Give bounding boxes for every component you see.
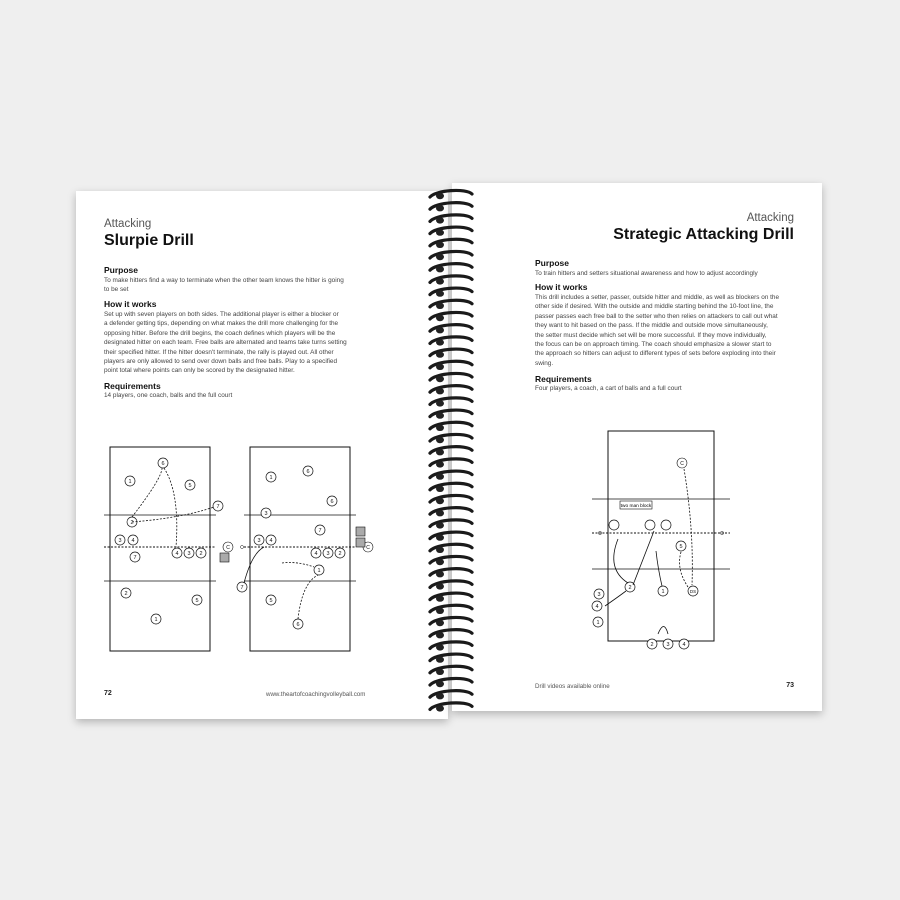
player-marker [130, 552, 140, 562]
player-marker [315, 525, 325, 535]
binding-hole [436, 254, 444, 260]
page-number: 72 [104, 690, 112, 697]
player-marker [303, 466, 313, 476]
path-arrow [633, 531, 654, 585]
player-marker [594, 589, 604, 599]
diagram-1-players [115, 458, 223, 624]
svg-text:6: 6 [161, 461, 165, 467]
binding-hole [436, 547, 444, 553]
binding-hole [436, 364, 444, 370]
svg-text:4: 4 [314, 551, 318, 557]
binding-hole [436, 608, 444, 614]
svg-text:2: 2 [338, 551, 342, 557]
path-arrow [656, 551, 662, 586]
player-marker [335, 548, 345, 558]
player-marker [237, 582, 247, 592]
right-page [452, 183, 822, 711]
svg-text:2: 2 [199, 551, 203, 557]
binding-hole [436, 412, 444, 418]
binding-coils [430, 190, 472, 711]
player-marker [663, 639, 673, 649]
blocker-marker [645, 520, 655, 530]
binding-hole [436, 376, 444, 382]
svg-text:6: 6 [306, 469, 310, 475]
binding-hole [436, 290, 444, 296]
svg-text:3: 3 [118, 538, 122, 544]
how-text: Set up with seven players on both sides. The additional player is either a blocker or a defender getting tips, depending on what makes the drill more challenging for the opposing hitter. Before the drill begins, the coach defines which players will be the designated hitter on each team. Free balls are alternated and teams take turns setting their specified hitter. If the hitter doesn't terminate, the rally is played out. All other players are only allowed to send over down balls and free balls. Play to a specified point total where points can only be scored by the designated hitter. [104, 311, 347, 375]
svg-text:4: 4 [175, 551, 179, 557]
svg-text:3: 3 [326, 551, 330, 557]
svg-text:two man block: two man block [620, 504, 652, 509]
spiral-binding [428, 184, 476, 714]
purpose-text: To make hitters find a way to terminate when the other team knows the hitter is going to be set [104, 277, 344, 294]
block-label-box [620, 501, 652, 509]
ball-cart-icon [356, 527, 365, 536]
player-marker [192, 595, 202, 605]
binding-hole [436, 449, 444, 455]
player-marker [213, 501, 223, 511]
player-marker [254, 535, 264, 545]
svg-text:1: 1 [317, 568, 321, 574]
svg-text:2: 2 [124, 591, 128, 597]
svg-text:5: 5 [188, 483, 192, 489]
path-arrow [298, 575, 318, 619]
binding-hole [436, 388, 444, 394]
svg-text:3: 3 [187, 551, 191, 557]
svg-text:7: 7 [133, 555, 137, 561]
player-marker [658, 586, 668, 596]
purpose-heading: Purpose [535, 258, 570, 268]
player-marker [593, 617, 603, 627]
coach-marker [677, 458, 687, 468]
path-arrow [614, 539, 628, 583]
path-arrow [680, 552, 688, 587]
path-arrow [164, 468, 177, 547]
purpose-text: To train hitters and setters situational awareness and how to adjust accordingly [535, 270, 758, 277]
svg-text:4: 4 [595, 604, 599, 610]
svg-text:C: C [680, 461, 684, 467]
svg-text:3: 3 [666, 642, 670, 648]
player-marker [185, 480, 195, 490]
binding-hole [436, 644, 444, 650]
left-page [76, 191, 448, 719]
binding-hole [436, 620, 444, 626]
svg-text:2: 2 [650, 642, 654, 648]
coach-marker [223, 542, 233, 552]
how-heading: How it works [104, 299, 157, 309]
binding-hole [436, 498, 444, 504]
svg-text:7: 7 [240, 585, 244, 591]
binding-hole [436, 461, 444, 467]
player-marker [266, 535, 276, 545]
player-marker [311, 548, 321, 558]
binding-hole [436, 242, 444, 248]
svg-text:6: 6 [296, 622, 300, 628]
binding-hole [436, 583, 444, 589]
page-title: Slurpie Drill [104, 232, 194, 249]
svg-text:1: 1 [596, 620, 600, 626]
binding-hole [436, 595, 444, 601]
binding-hole [436, 303, 444, 309]
binding-hole [436, 229, 444, 235]
svg-text:4: 4 [131, 538, 135, 544]
page-number: 73 [786, 682, 794, 689]
binding-hole [436, 681, 444, 687]
svg-text:7: 7 [318, 528, 322, 534]
how-text: This drill includes a setter, passer, outside hitter and middle, as well as blockers on the other side if desired. With the outside and middle starting behind the 10-foot line, the passer passes each free ball to the setter who then relies on attackers to call out what they want to hit based on the pass. If the middle and outside move simultaneously, the setter must decide which set will be more successful. If they move individually, the focus can be on approach timing. The coach should emphasize a slower start to the approach so hitters can adjust to different types of sets before exploding into their swing. [535, 294, 780, 367]
player-marker [676, 541, 686, 551]
player-marker [121, 588, 131, 598]
binding-hole [436, 339, 444, 345]
binding-hole [436, 266, 444, 272]
binding-hole [436, 400, 444, 406]
svg-text:2: 2 [130, 520, 134, 526]
svg-text:C: C [366, 545, 370, 551]
binding-hole [436, 486, 444, 492]
binding-hole [436, 705, 444, 711]
binding-hole [436, 315, 444, 321]
requirements-heading: Requirements [535, 374, 592, 384]
binding-hole [436, 351, 444, 357]
player-marker [151, 614, 161, 624]
binding-hole [436, 278, 444, 284]
svg-text:1: 1 [154, 617, 158, 623]
binding-hole [436, 217, 444, 223]
ball-cart-icon [356, 538, 365, 547]
player-marker [172, 548, 182, 558]
binding-hole [436, 669, 444, 675]
binding-hole [436, 656, 444, 662]
player-marker [647, 639, 657, 649]
court-diagram-1 [102, 443, 242, 653]
blocker-marker [609, 520, 619, 530]
binding-hole [436, 193, 444, 199]
page-title: Strategic Attacking Drill [613, 226, 794, 243]
svg-text:5: 5 [195, 598, 199, 604]
footer-note: Drill videos available online [535, 683, 610, 690]
path-arrow [132, 507, 214, 522]
player-marker [592, 601, 602, 611]
binding-hole [436, 425, 444, 431]
svg-text:3: 3 [597, 592, 601, 598]
binding-hole [436, 632, 444, 638]
binding-hole [436, 522, 444, 528]
player-marker [125, 476, 135, 486]
how-heading: How it works [535, 282, 588, 292]
path-arrow [658, 627, 668, 635]
path-arrow [684, 469, 692, 585]
svg-text:1: 1 [128, 479, 132, 485]
player-marker [327, 496, 337, 506]
player-marker [184, 548, 194, 558]
svg-text:4: 4 [269, 538, 273, 544]
svg-text:7: 7 [216, 504, 220, 510]
svg-text:1: 1 [269, 475, 273, 481]
player-marker [266, 472, 276, 482]
requirements-heading: Requirements [104, 381, 161, 391]
purpose-heading: Purpose [104, 265, 139, 275]
player-marker [293, 619, 303, 629]
section-label: Attacking [104, 218, 152, 230]
blocker-marker [661, 520, 671, 530]
binding-hole [436, 559, 444, 565]
binding-hole [436, 205, 444, 211]
requirements-text: Four players, a coach, a cart of balls and a full court [535, 385, 682, 392]
ds-marker [688, 586, 698, 596]
svg-text:3: 3 [264, 511, 268, 517]
svg-text:5: 5 [679, 544, 683, 550]
path-arrow [244, 547, 264, 583]
svg-text:6: 6 [330, 499, 334, 505]
binding-hole [436, 327, 444, 333]
ball-cart-icon [220, 553, 229, 562]
svg-text:DS: DS [689, 589, 697, 594]
svg-text:5: 5 [269, 598, 273, 604]
court-diagram-3 [588, 429, 728, 659]
path-arrow [132, 468, 162, 517]
player-marker [323, 548, 333, 558]
binding-hole [436, 473, 444, 479]
player-marker [158, 458, 168, 468]
svg-text:2: 2 [628, 585, 632, 591]
footer-url: www.theartofcoachingvolleyball.com [266, 691, 366, 698]
court-diagram-2 [242, 443, 382, 653]
player-marker [679, 639, 689, 649]
player-marker [115, 535, 125, 545]
player-marker [266, 595, 276, 605]
player-marker [128, 535, 138, 545]
requirements-text: 14 players, one coach, balls and the full court [104, 392, 233, 399]
svg-text:4: 4 [682, 642, 686, 648]
player-marker [196, 548, 206, 558]
svg-text:3: 3 [257, 538, 261, 544]
player-marker [314, 565, 324, 575]
binding-hole [436, 571, 444, 577]
binding-hole [436, 693, 444, 699]
binding-hole [436, 510, 444, 516]
player-marker [261, 508, 271, 518]
svg-text:1: 1 [661, 589, 665, 595]
path-arrow [282, 563, 314, 568]
binding-hole [436, 534, 444, 540]
section-label: Attacking [746, 212, 794, 224]
svg-text:C: C [226, 545, 230, 551]
binding-hole [436, 437, 444, 443]
